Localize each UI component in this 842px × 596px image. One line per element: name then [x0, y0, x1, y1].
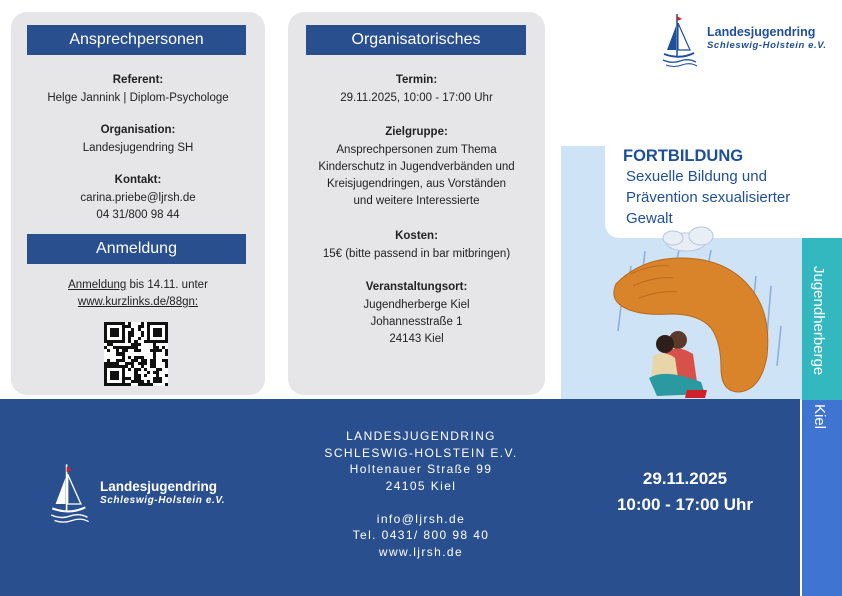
- venue-line: Johannesstraße 1: [370, 316, 463, 328]
- venue-line: Jugendherberge Kiel: [363, 299, 470, 311]
- address-line: SCHLESWIG-HOLSTEIN E.V.: [324, 445, 518, 460]
- qr-code[interactable]: [104, 322, 168, 386]
- audience-line: Kinderschutz in Jugendverbänden und: [318, 161, 515, 173]
- contact-block: [20, 172, 256, 224]
- organisation-value: Landesjugendring SH: [82, 142, 194, 154]
- website-link[interactable]: www.ljrsh.de: [378, 544, 464, 559]
- organisational-header: Organisatorisches: [306, 25, 526, 55]
- footer-address: [296, 428, 546, 560]
- date-value: 29.11.2025, 10:00 - 17:00 Uhr: [340, 92, 493, 104]
- phone-line: Tel. 0431/ 800 98 40: [352, 528, 490, 542]
- address-line: LANDESJUGENDRING: [346, 429, 496, 443]
- title-line: Gewalt: [626, 210, 673, 227]
- venue-block: [298, 279, 535, 348]
- registration-block: [20, 277, 256, 311]
- contact-label: Kontakt:: [114, 174, 162, 186]
- audience-line: Kreisjugendringen, aus Vorständen: [326, 178, 506, 190]
- date-label: Termin:: [395, 74, 438, 86]
- registration-header: Anmeldung: [27, 234, 246, 264]
- organisation-block: [20, 122, 256, 157]
- venue-label: Veranstaltungsort:: [365, 281, 468, 293]
- side-label-city: Kiel: [811, 404, 828, 430]
- audience-block: [298, 124, 535, 210]
- sailboat-logo-icon: [660, 10, 702, 70]
- address-line: 24105 Kiel: [385, 478, 457, 493]
- registration-link[interactable]: Anmeldung: [68, 279, 127, 291]
- contacts-header: Ansprechpersonen: [27, 25, 246, 55]
- side-stripe-blue: [802, 400, 842, 596]
- audience-line: und weitere Interessierte: [353, 195, 480, 207]
- footer-time: 10:00 - 17:00 Uhr: [616, 495, 754, 514]
- referent-label: Referent:: [112, 74, 164, 86]
- footer-logo-subname: Schleswig-Holstein e.V.: [100, 495, 226, 506]
- cost-label: Kosten:: [395, 230, 438, 242]
- contact-phone: 04 31/800 98 44: [96, 209, 180, 221]
- registration-deadline: bis 14.11. unter: [126, 279, 208, 291]
- date-block: [298, 72, 535, 107]
- organisation-label: Organisation:: [100, 124, 176, 136]
- title-kicker: FORTBILDUNG: [623, 147, 744, 165]
- cost-block: [298, 228, 535, 263]
- venue-line: 24143 Kiel: [389, 333, 444, 345]
- title-text: [626, 166, 826, 229]
- footer-logo-name: Landesjugendring: [100, 479, 218, 494]
- footer-date: 29.11.2025: [642, 469, 728, 488]
- address-line: [296, 494, 546, 511]
- logo-subname: Schleswig-Holstein e.V.: [707, 40, 827, 51]
- address-line: Holtenauer Straße 99: [349, 462, 493, 476]
- email-link[interactable]: info@ljrsh.de: [376, 511, 466, 526]
- referent-value: Helge Jannink | Diplom-Psychologe: [47, 92, 229, 104]
- contact-email-link[interactable]: carina.priebe@ljrsh.de: [80, 192, 196, 204]
- registration-url-link[interactable]: www.kurzlinks.de/88gn:: [77, 296, 199, 308]
- audience-label: Zielgruppe:: [385, 126, 448, 138]
- logo-name: Landesjugendring: [707, 25, 816, 39]
- sailboat-logo-icon: [46, 460, 96, 526]
- title-line: Prävention sexualisierter: [626, 189, 791, 206]
- side-label-venue: Jugendherberge: [810, 266, 827, 376]
- footer-date-box: [612, 466, 758, 518]
- referent-block: [20, 72, 256, 107]
- title-line: Sexuelle Bildung und: [626, 168, 767, 185]
- cost-value: 15€ (bitte passend in bar mitbringen): [322, 248, 511, 260]
- audience-line: Ansprechpersonen zum Thema: [336, 144, 497, 156]
